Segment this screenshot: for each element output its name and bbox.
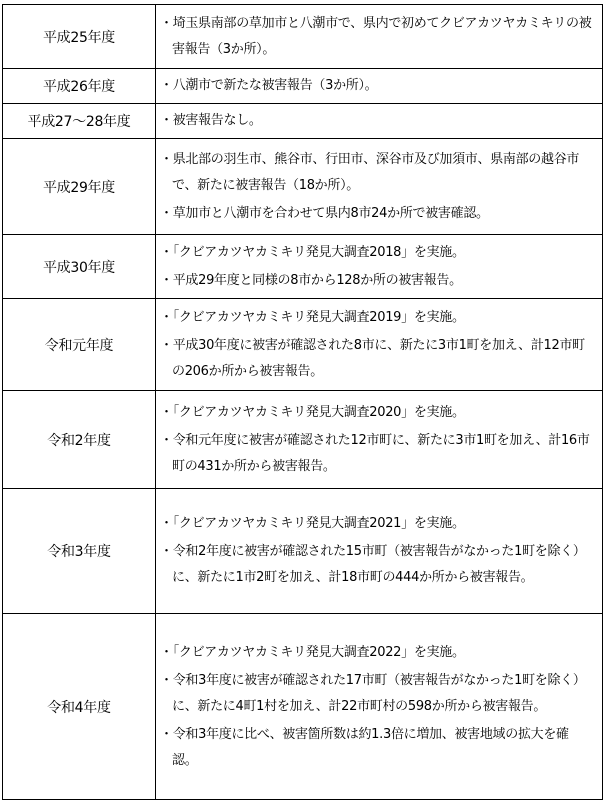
year-cell: 平成30年度 bbox=[3, 235, 156, 299]
bullet-item: ・草加市と八潮市を合わせて県内8市24か所で被害確認。 bbox=[160, 205, 489, 221]
bullet-item: ・平成29年度と同様の8市から128か所の被害報告。 bbox=[160, 272, 462, 288]
year-cell: 平成26年度 bbox=[3, 69, 156, 104]
bullet-item: ・令和3年度に被害が確認された17市町（被害報告がなかった1町を除く）に、新たに4町1村を加え、計22市町村の598か所から被害報告。 bbox=[160, 672, 586, 714]
year-cell: 令和2年度 bbox=[3, 391, 156, 489]
table-row bbox=[3, 614, 603, 800]
bullet-item: ・八潮市で新たな被害報告（3か所）。 bbox=[160, 78, 378, 93]
year-cell: 令和4年度 bbox=[3, 614, 156, 800]
description-cell bbox=[156, 489, 603, 614]
description-cell bbox=[156, 299, 603, 391]
year-cell: 令和元年度 bbox=[3, 299, 156, 391]
bullet-item: ・平成30年度に被害が確認された8市に、新たに3市1町を加え、計12市町の206か所から被害報告。 bbox=[160, 337, 585, 379]
description-cell bbox=[156, 391, 603, 489]
bullet-item: ・埼玉県南部の草加市と八潮市で、県内で初めてクビアカツヤカミキリの被害報告（3か所）。 bbox=[160, 15, 592, 57]
description-cell bbox=[156, 69, 603, 104]
table-row bbox=[3, 489, 603, 614]
table-row bbox=[3, 69, 603, 104]
table-row bbox=[3, 5, 603, 69]
year-cell: 令和3年度 bbox=[3, 489, 156, 614]
bullet-item: ・県北部の羽生市、熊谷市、行田市、深谷市及び加須市、県南部の越谷市で、新たに被害報告（18か所）。 bbox=[160, 151, 580, 193]
chronology-table bbox=[2, 4, 603, 800]
description-cell bbox=[156, 139, 603, 235]
bullet-item: ・被害報告なし。 bbox=[160, 113, 262, 128]
bullet-item: ・「クビアカツヤカミキリ発見大調査2021」を実施。 bbox=[160, 516, 465, 531]
bullet-item: ・令和3年度に比べ、被害箇所数は約1.3倍に増加、被害地域の拡大を確認。 bbox=[160, 726, 569, 768]
table-row bbox=[3, 391, 603, 489]
bullet-item: ・令和2年度に被害が確認された15市町（被害報告がなかった1町を除く）に、新たに1市2町を加え、計18市町の444か所から被害報告。 bbox=[160, 544, 586, 585]
description-cell bbox=[156, 5, 603, 69]
bullet-item: ・令和元年度に被害が確認された12市町に、新たに3市1町を加え、計16市町の431か所から被害報告。 bbox=[160, 432, 590, 474]
table-row bbox=[3, 235, 603, 299]
table-row bbox=[3, 104, 603, 139]
description-cell bbox=[156, 104, 603, 139]
bullet-item: ・「クビアカツヤカミキリ発見大調査2018」を実施。 bbox=[160, 244, 465, 260]
bullet-item: ・「クビアカツヤカミキリ発見大調査2020」を実施。 bbox=[160, 404, 465, 420]
bullet-item: ・「クビアカツヤカミキリ発見大調査2019」を実施。 bbox=[160, 309, 465, 325]
description-cell bbox=[156, 614, 603, 800]
year-cell: 平成27～28年度 bbox=[3, 104, 156, 139]
year-cell: 平成29年度 bbox=[3, 139, 156, 235]
bullet-item: ・「クビアカツヤカミキリ発見大調査2022」を実施。 bbox=[160, 644, 465, 660]
table-row bbox=[3, 299, 603, 391]
year-cell: 平成25年度 bbox=[3, 5, 156, 69]
description-cell bbox=[156, 235, 603, 299]
table-row bbox=[3, 139, 603, 235]
